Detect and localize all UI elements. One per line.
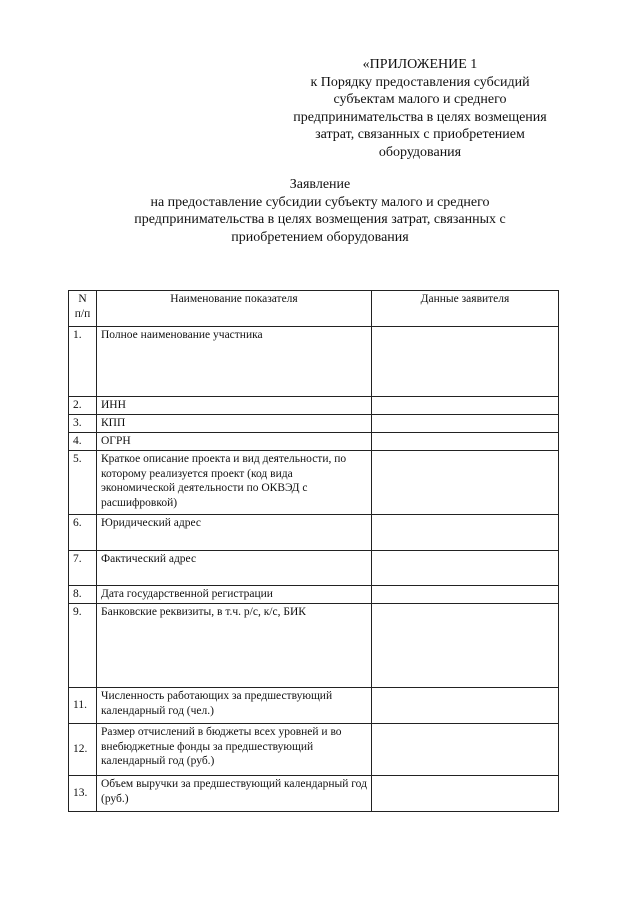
row-number: 3. — [69, 415, 97, 433]
row-label: Фактический адрес — [97, 551, 372, 586]
row-label: ОГРН — [97, 433, 372, 451]
table-row — [69, 397, 559, 415]
row-label: Краткое описание проекта и вид деятельности, по которому реализуется проект (код вида экономической деятельности по ОКВЭД с расшифровкой) — [97, 451, 372, 515]
row-number: 7. — [69, 551, 97, 586]
row-number: 8. — [69, 586, 97, 604]
table-row — [69, 586, 559, 604]
table-row — [69, 604, 559, 688]
row-label: Объем выручки за предшествующий календарный год (руб.) — [97, 776, 372, 812]
appendix-line: к Порядку предоставления субсидий — [310, 74, 530, 90]
row-label: КПП — [97, 415, 372, 433]
table-row — [69, 451, 559, 515]
applicant-data-cell[interactable] — [372, 397, 559, 415]
appendix-line: оборудования — [378, 144, 462, 160]
row-number: 11. — [69, 688, 97, 724]
row-label: Банковские реквизиты, в т.ч. р/с, к/с, БИК — [97, 604, 372, 688]
table-row — [69, 415, 559, 433]
header-number: N п/п — [69, 291, 97, 327]
applicant-data-cell[interactable] — [372, 776, 559, 812]
statement-line: предпринимательства в целях возмещения затрат, связанных с — [134, 212, 506, 227]
row-number: 13. — [69, 776, 97, 812]
applicant-data-cell[interactable] — [372, 551, 559, 586]
table-header-row — [69, 291, 559, 327]
applicant-data-cell[interactable] — [372, 433, 559, 451]
statement-line: приобретением оборудования — [231, 229, 409, 245]
row-label: Полное наименование участника — [97, 327, 372, 397]
table-row — [69, 688, 559, 724]
row-number: 6. — [69, 515, 97, 551]
statement-heading — [60, 176, 580, 246]
row-number: 1. — [69, 327, 97, 397]
row-label: Численность работающих за предшествующий календарный год (чел.) — [97, 688, 372, 724]
application-form-table — [68, 290, 559, 812]
table-row — [69, 515, 559, 551]
applicant-data-cell[interactable] — [372, 327, 559, 397]
applicant-data-cell[interactable] — [372, 515, 559, 551]
row-label: ИНН — [97, 397, 372, 415]
appendix-header — [270, 56, 570, 161]
row-label: Юридический адрес — [97, 515, 372, 551]
appendix-line: «ПРИЛОЖЕНИЕ 1 — [362, 57, 478, 72]
row-label: Дата государственной регистрации — [97, 586, 372, 604]
applicant-data-cell[interactable] — [372, 586, 559, 604]
header-applicant-data: Данные заявителя — [372, 291, 559, 327]
header-indicator-name: Наименование показателя — [97, 291, 372, 327]
applicant-data-cell[interactable] — [372, 724, 559, 776]
row-number: 4. — [69, 433, 97, 451]
applicant-data-cell[interactable] — [372, 451, 559, 515]
row-number: 12. — [69, 724, 97, 776]
statement-title: Заявление — [289, 177, 351, 192]
applicant-data-cell[interactable] — [372, 415, 559, 433]
table-row — [69, 776, 559, 812]
row-number: 9. — [69, 604, 97, 688]
row-number: 2. — [69, 397, 97, 415]
row-number: 5. — [69, 451, 97, 515]
table-row — [69, 724, 559, 776]
applicant-data-cell[interactable] — [372, 604, 559, 688]
applicant-data-cell[interactable] — [372, 688, 559, 724]
statement-line: на предоставление субсидии субъекту малого и среднего — [150, 194, 490, 210]
appendix-line: субъектам малого и среднего — [333, 92, 507, 107]
table-row — [69, 433, 559, 451]
appendix-line: предпринимательства в целях возмещения — [293, 109, 547, 125]
row-label: Размер отчислений в бюджеты всех уровней и во внебюджетные фонды за предшествующий календарный год (руб.) — [97, 724, 372, 776]
appendix-line: затрат, связанных с приобретением — [315, 127, 525, 142]
table-row — [69, 327, 559, 397]
table-row — [69, 551, 559, 586]
